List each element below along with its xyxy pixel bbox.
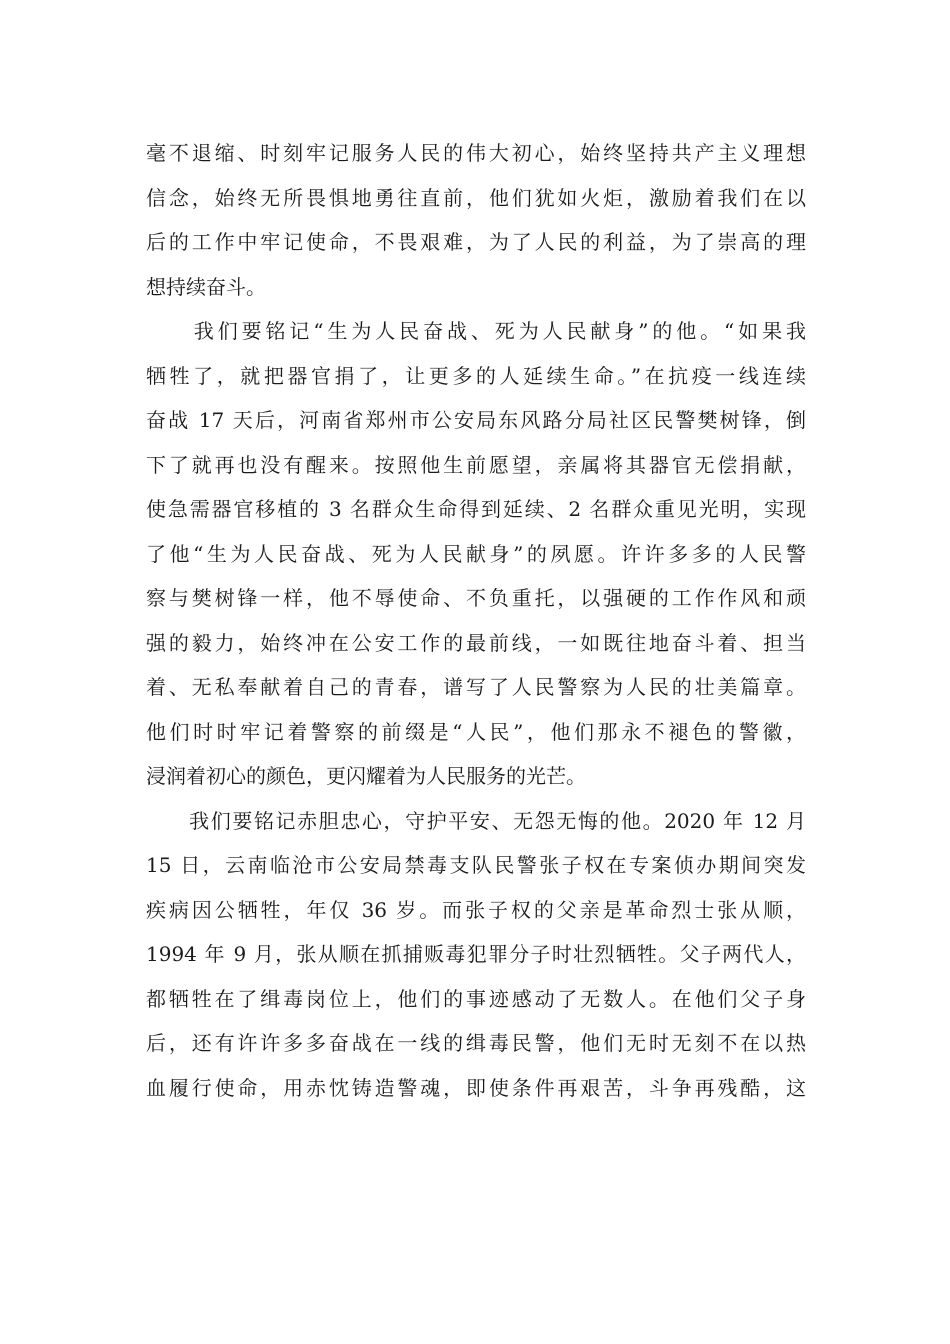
text-line: 了他“生为人民奋战、死为人民献身”的夙愿。许许多多的人民警	[146, 541, 806, 566]
text-line: 他们时时牢记着警察的前缀是“人民”，他们那永不褪色的警徽，	[146, 719, 806, 744]
text-line: 我们要铭记赤胆忠心，守护平安、无怨无悔的他。2020 年 12 月	[146, 808, 806, 833]
text-line: 浸润着初心的颜色，更闪耀着为人民服务的光芒。	[146, 764, 586, 788]
text-line: 1994 年 9 月，张从顺在抓捕贩毒犯罪分子时壮烈牺牲。父子两代人，	[146, 942, 806, 966]
paragraph-2	[146, 309, 806, 799]
text-line: 奋战 17 天后，河南省郑州市公安局东风路分局社区民警樊树锋，倒	[146, 408, 806, 432]
text-line: 使急需器官移植的 3 名群众生命得到延续、2 名群众重见光明，实现	[146, 497, 806, 521]
text-line: 15 日，云南临沧市公安局禁毒支队民警张子权在专案侦办期间突发	[146, 853, 806, 877]
text-line: 牺牲了，就把器官捐了，让更多的人延续生命。”在抗疫一线连续	[146, 363, 806, 388]
text-line: 想持续奋斗。	[146, 274, 266, 299]
text-line: 察与樊树锋一样，他不辱使命、不负重托，以强硬的工作作风和顽	[146, 586, 806, 610]
paragraph-3	[146, 799, 806, 1111]
text-line: 我们要铭记“生为人民奋战、死为人民献身”的他。“如果我	[146, 319, 806, 343]
text-line: 后的工作中牢记使命，不畏艰难，为了人民的利益，为了崇高的理	[146, 230, 806, 254]
body-text	[146, 131, 806, 1110]
text-line: 都牺牲在了缉毒岗位上，他们的事迹感动了无数人。在他们父子身	[146, 986, 806, 1011]
text-line: 毫不退缩、时刻牢记服务人民的伟大初心，始终坚持共产主义理想	[146, 141, 806, 165]
text-line: 下了就再也没有醒来。按照他生前愿望，亲属将其器官无偿捐献，	[146, 452, 806, 477]
text-line: 着、无私奉献着自己的青春，谱写了人民警察为人民的壮美篇章。	[146, 675, 806, 699]
paragraph-1	[146, 131, 806, 309]
text-line: 后，还有许许多多奋战在一线的缉毒民警，他们无时无刻不在以热	[146, 1031, 806, 1055]
text-line: 强的毅力，始终冲在公安工作的最前线，一如既往地奋斗着、担当	[146, 630, 806, 655]
text-line: 疾病因公牺牲，年仅 36 岁。而张子权的父亲是革命烈士张从顺，	[146, 897, 806, 922]
text-line: 血履行使命，用赤忱铸造警魂，即使条件再艰苦，斗争再残酷，这	[146, 1075, 806, 1100]
text-line: 信念，始终无所畏惧地勇往直前，他们犹如火炬，激励着我们在以	[146, 185, 806, 210]
